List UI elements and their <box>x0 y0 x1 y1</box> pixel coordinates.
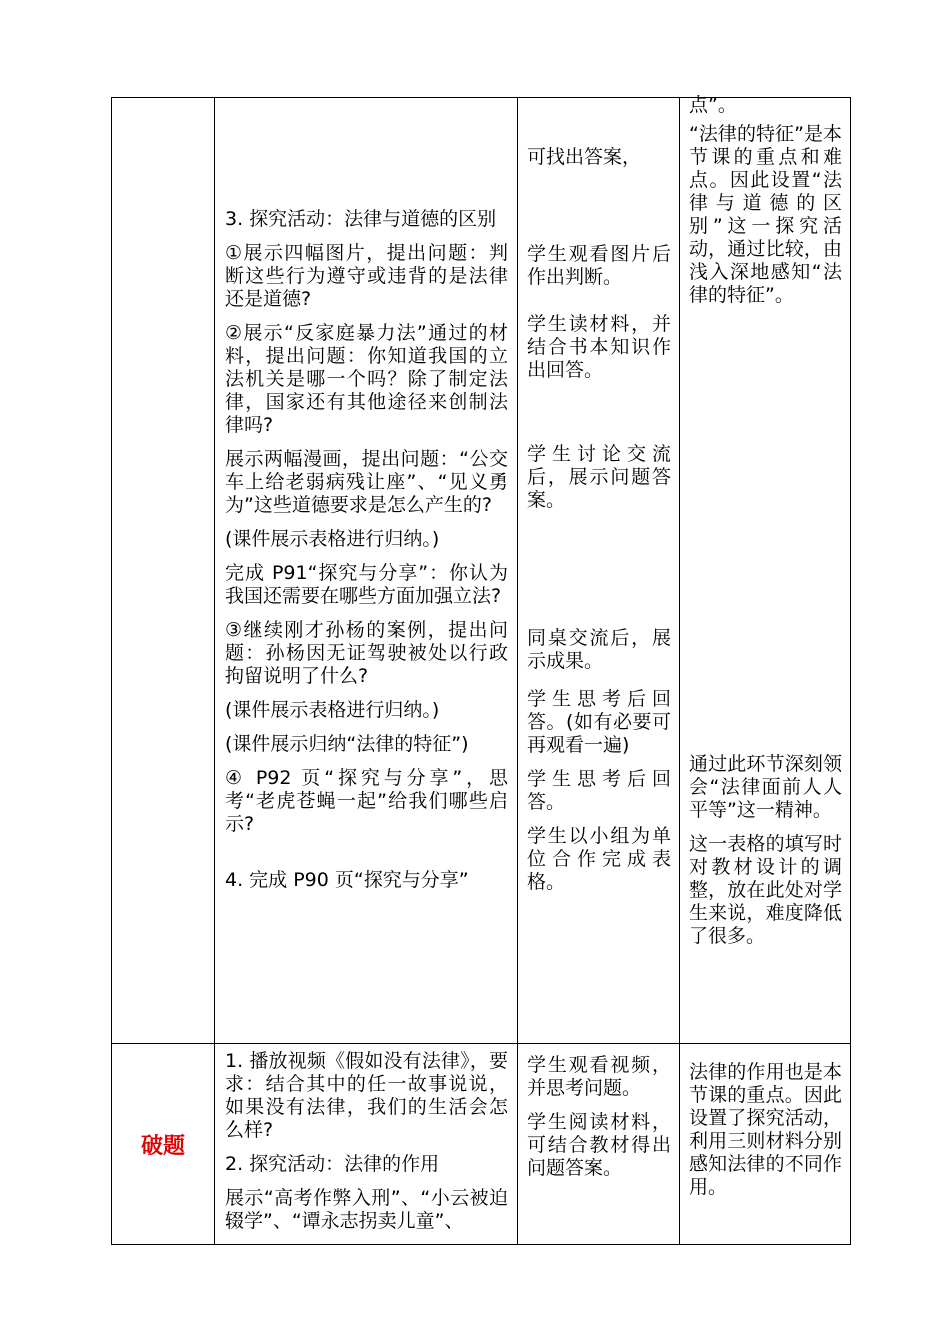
intent-text: 点”。 <box>689 94 737 116</box>
teacher-activity-cell <box>215 1044 518 1245</box>
student-text: 学生思考后回答。(如有必要可再观看一遍) <box>527 688 671 756</box>
process-text: ②展示“反家庭暴力法”通过的材料，提出问题：你知道我国的立法机关是哪一个吗？除了制定法律，国家还有其他途径来创制法律吗? <box>225 322 508 436</box>
process-text: ④ P92 页“探究与分享”，思考“老虎苍蝇一起”给我们哪些启示? <box>225 767 508 835</box>
design-intent-cell <box>680 94 851 1044</box>
stage-cell-empty <box>112 98 215 1044</box>
student-text: 学生观看视频，并思考问题。 <box>527 1054 671 1099</box>
student-text: 学生讨论交流后，展示问题答案。 <box>527 443 671 511</box>
table-row <box>112 1044 851 1245</box>
process-text: ③继续刚才孙杨的案例，提出问题：孙杨因无证驾驶被处以行政拘留说明了什么? <box>225 619 508 687</box>
process-text: ①展示四幅图片，提出问题：判断这些行为遵守或违背的是法律还是道德? <box>225 242 508 310</box>
process-text: (课件展示归纳“法律的特征”) <box>225 733 469 755</box>
intent-text: 这一表格的填写时对教材设计的调整，放在此处对学生来说，难度降低了很多。 <box>689 833 842 947</box>
process-text: 展示“高考作弊入刑”、“小云被迫辍学”、“谭永志拐卖儿童”、 <box>225 1187 508 1232</box>
design-intent-cell <box>680 1044 851 1245</box>
process-text: 2. 探究活动：法律的作用 <box>225 1153 440 1175</box>
process-text: 4. 完成 P90 页“探究与分享” <box>225 869 469 891</box>
intent-text: 法律的作用也是本节课的重点。因此设置了探究活动，利用三则材料分别感知法律的不同作用。 <box>689 1061 842 1198</box>
student-text: 学生思考后回答。 <box>527 768 671 813</box>
teacher-activity-cell <box>215 98 518 1044</box>
process-text: 展示两幅漫画，提出问题：“公交车上给老弱病残让座”、“见义勇为”这些道德要求是怎么产生的? <box>225 448 508 516</box>
process-text: 1. 播放视频《假如没有法律》，要求：结合其中的任一故事说说，如果没有法律，我们的生活会怎么样? <box>225 1050 508 1141</box>
student-activity-cell <box>518 1044 680 1245</box>
lesson-plan-table <box>111 94 851 1245</box>
table-row <box>112 98 851 1044</box>
student-text: 同桌交流后，展示成果。 <box>527 627 671 672</box>
student-activity-cell <box>518 98 680 1044</box>
process-text: 完成 P91“探究与分享”：你认为我国还需要在哪些方面加强立法? <box>225 562 508 607</box>
process-text: (课件展示表格进行归纳。) <box>225 699 440 721</box>
student-text: 学生以小组为单位合作完成表格。 <box>527 825 671 893</box>
intent-text: “法律的特征”是本节课的重点和难点。因此设置“法律与道德的区别”这一探究活动，通过比较，由浅入深地感知“法律的特征”。 <box>689 123 842 306</box>
process-text: (课件展示表格进行归纳。) <box>225 528 440 550</box>
stage-label: 破题 <box>112 1044 215 1245</box>
student-text: 学生观看图片后作出判断。 <box>527 243 671 288</box>
student-text: 学生读材料，并结合书本知识作出回答。 <box>527 313 671 381</box>
process-text: 3. 探究活动：法律与道德的区别 <box>225 208 497 230</box>
student-text: 可找出答案， <box>527 146 642 168</box>
student-text: 学生阅读材料，可结合教材得出问题答案。 <box>527 1111 671 1179</box>
intent-text: 通过此环节深刻领会“法律面前人人平等”这一精神。 <box>689 753 842 821</box>
